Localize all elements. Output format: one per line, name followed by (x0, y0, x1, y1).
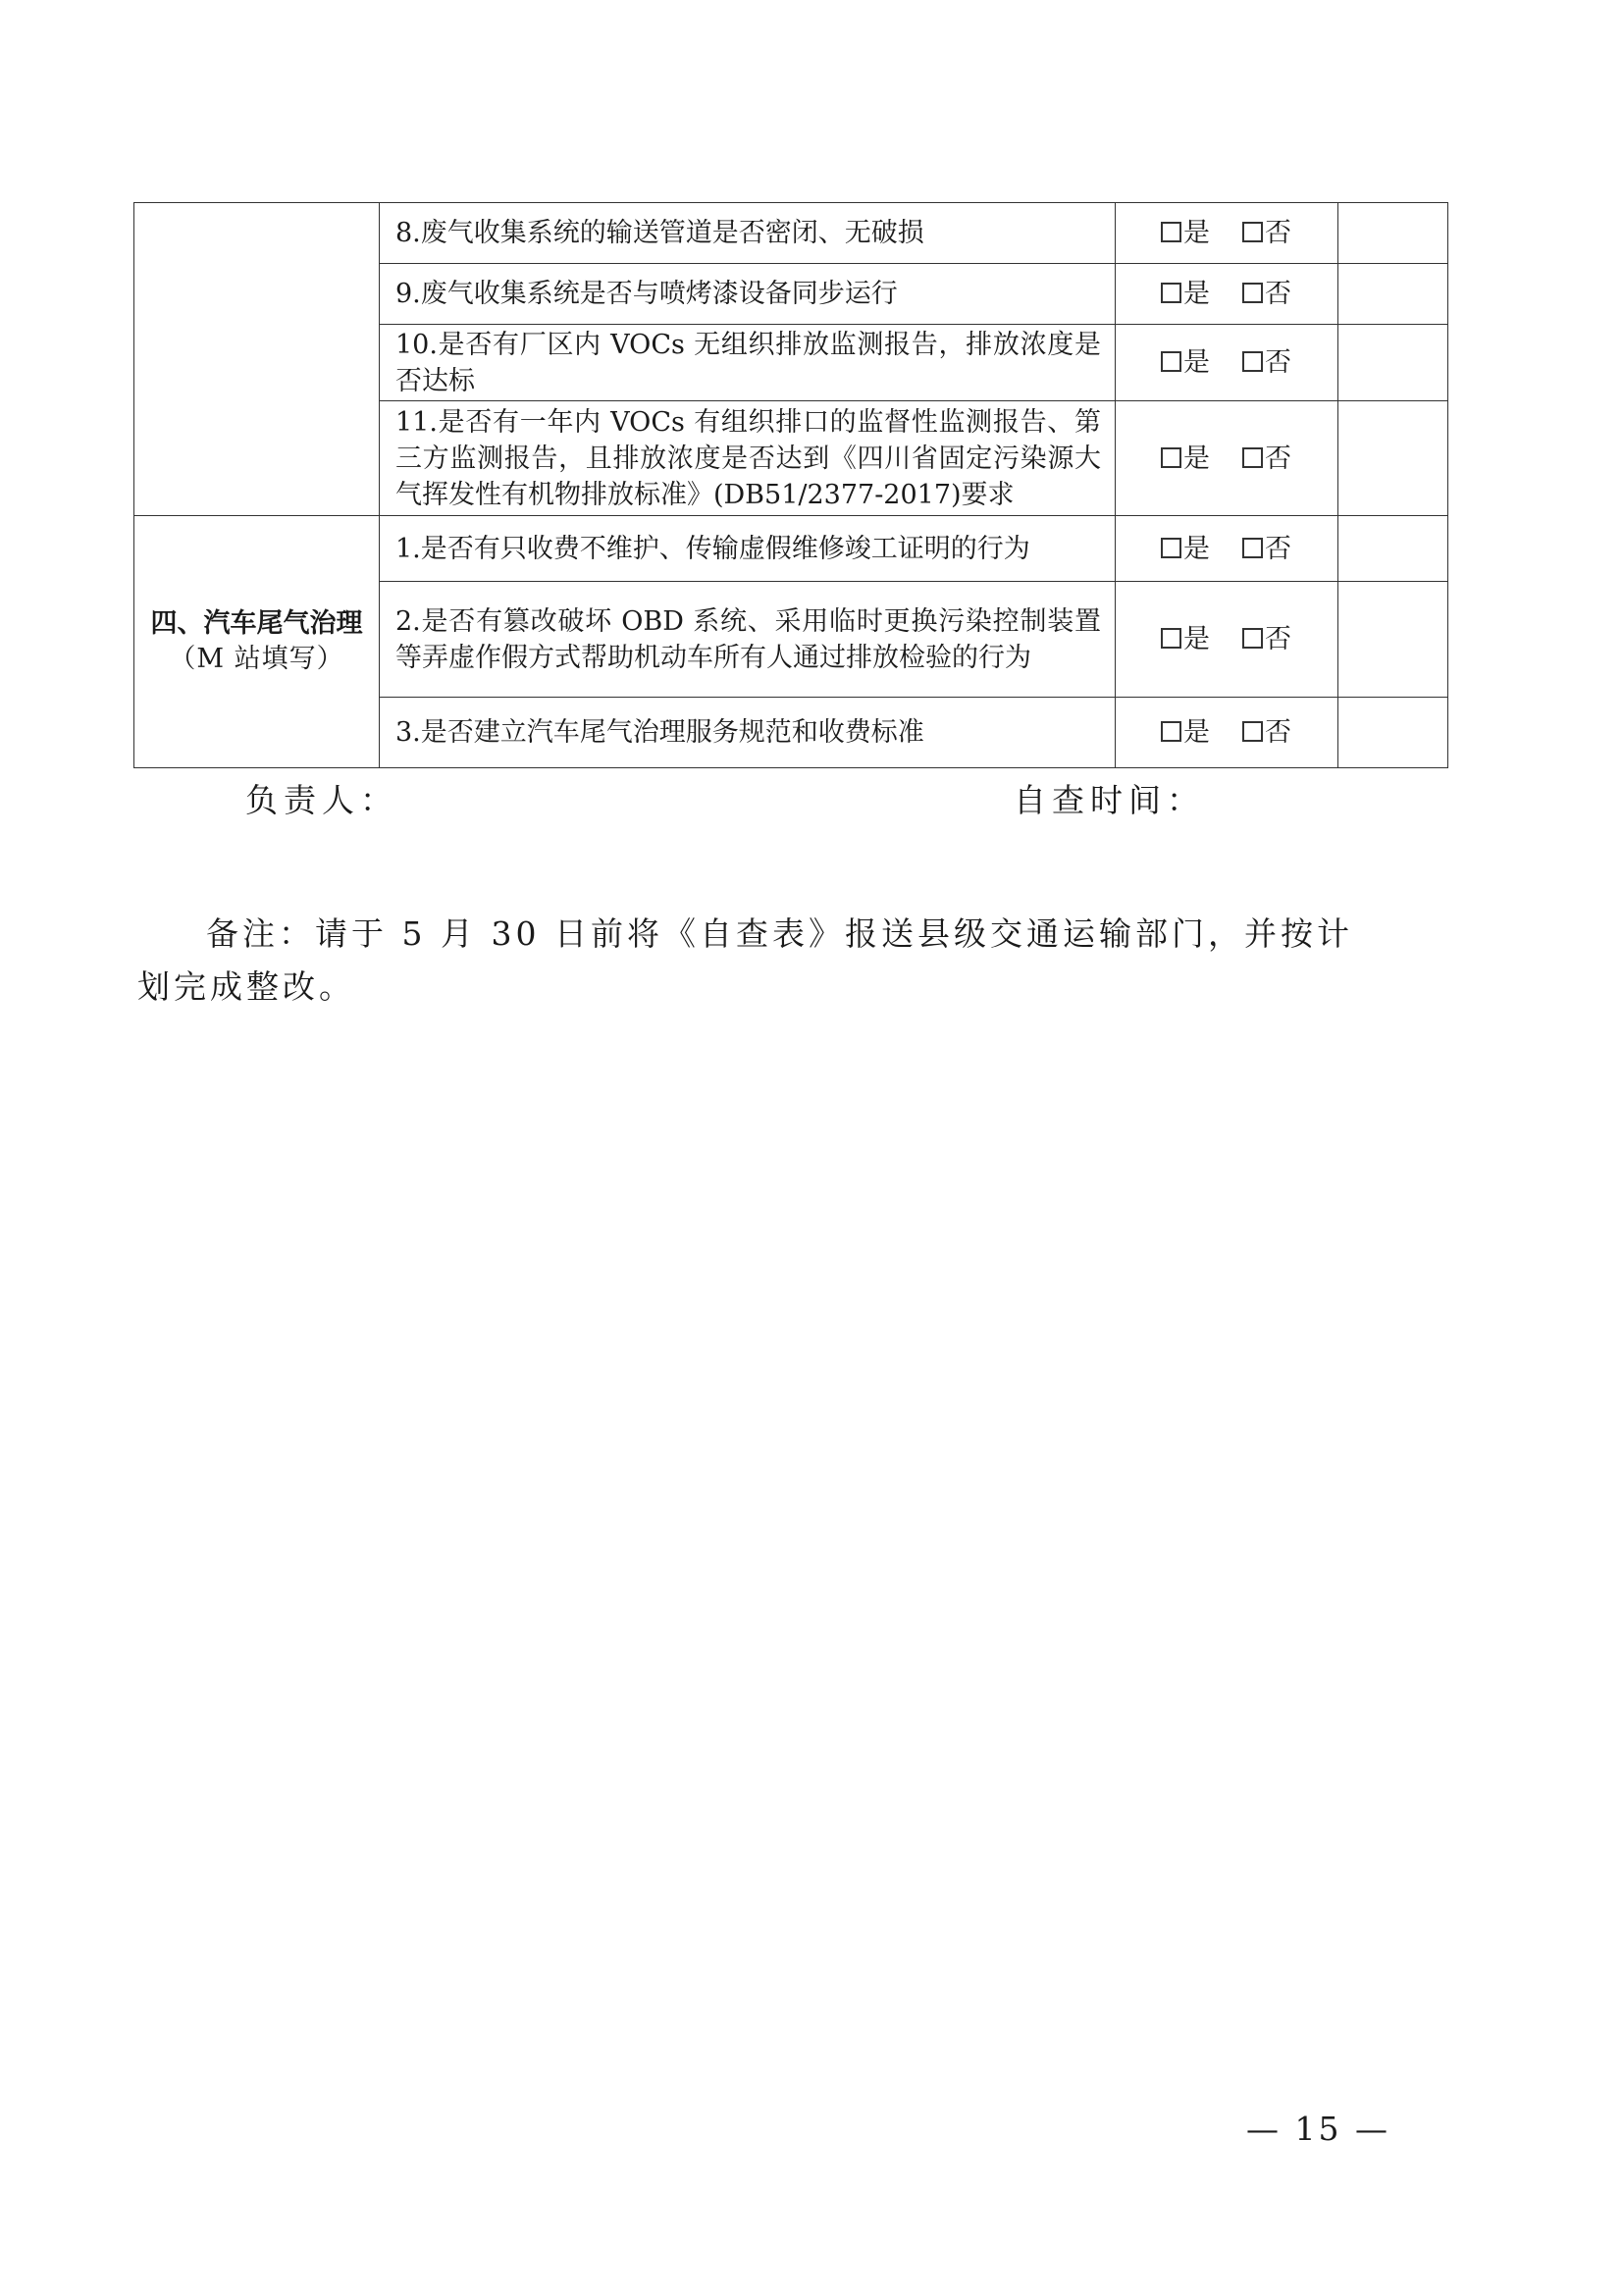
no-checkbox[interactable] (1242, 283, 1263, 303)
yes-no-choice[interactable]: 是 否 (1116, 264, 1338, 325)
yes-checkbox[interactable] (1161, 721, 1181, 742)
item-text: 11.是否有一年内 VOCs 有组织排口的监督性监测报告、第三方监测报告，且排放浓度是否达到《四川省固定污染源大气挥发性有机物排放标准》(DB51/2377-2017)要求 (380, 401, 1116, 516)
no-checkbox[interactable] (1242, 628, 1263, 649)
remarks-cell (1338, 203, 1448, 264)
no-checkbox[interactable] (1242, 351, 1263, 372)
remarks-cell (1338, 325, 1448, 401)
yes-no-choice[interactable]: 是 否 (1116, 325, 1338, 401)
yes-no-choice[interactable]: 是 否 (1116, 698, 1338, 768)
remarks-cell (1338, 698, 1448, 768)
remarks-cell (1338, 264, 1448, 325)
remarks-cell (1338, 582, 1448, 698)
yes-checkbox[interactable] (1161, 222, 1181, 242)
item-text: 8.废气收集系统的输送管道是否密闭、无破损 (380, 203, 1116, 264)
yes-checkbox[interactable] (1161, 628, 1181, 649)
self-check-table (133, 202, 1448, 768)
remarks-cell (1338, 516, 1448, 582)
remarks-note (137, 908, 1423, 1014)
yes-checkbox[interactable] (1161, 538, 1181, 558)
page-number: — 15 — (1246, 2110, 1390, 2148)
yes-no-choice[interactable]: 是 否 (1116, 516, 1338, 582)
item-text: 2.是否有篡改破坏 OBD 系统、采用临时更换污染控制装置等弄虚作假方式帮助机动车所有人通过排放检验的行为 (380, 582, 1116, 698)
note-line-2: 划完成整改。 (137, 967, 355, 1006)
no-checkbox[interactable] (1242, 538, 1263, 558)
yes-checkbox[interactable] (1161, 351, 1181, 372)
item-text: 9.废气收集系统是否与喷烤漆设备同步运行 (380, 264, 1116, 325)
yes-checkbox[interactable] (1161, 447, 1181, 468)
yes-checkbox[interactable] (1161, 283, 1181, 303)
item-text: 1.是否有只收费不维护、传输虚假维修竣工证明的行为 (380, 516, 1116, 582)
item-text: 10.是否有厂区内 VOCs 无组织排放监测报告，排放浓度是否达标 (380, 325, 1116, 401)
self-check-table-container (133, 202, 1447, 768)
no-checkbox[interactable] (1242, 447, 1263, 468)
no-checkbox[interactable] (1242, 721, 1263, 742)
yes-no-choice[interactable]: 是 否 (1116, 203, 1338, 264)
table-row (134, 203, 1448, 264)
item-text: 3.是否建立汽车尾气治理服务规范和收费标准 (380, 698, 1116, 768)
yes-no-choice[interactable]: 是 否 (1116, 401, 1338, 516)
responsible-person-label: 负责人： (245, 781, 398, 819)
category-cell (134, 516, 380, 768)
table-row (134, 516, 1448, 582)
category-cell-continued (134, 203, 380, 516)
category-subtitle: （M 站填写） (169, 644, 344, 674)
remarks-cell (1338, 401, 1448, 516)
category-title: 四、汽车尾气治理 (150, 608, 363, 639)
check-time-label: 自查时间： (1014, 781, 1205, 819)
note-line-1: 备注：请于 5 月 30 日前将《自查表》报送县级交通运输部门，并按计 (206, 914, 1353, 953)
yes-no-choice[interactable]: 是 否 (1116, 582, 1338, 698)
no-checkbox[interactable] (1242, 222, 1263, 242)
